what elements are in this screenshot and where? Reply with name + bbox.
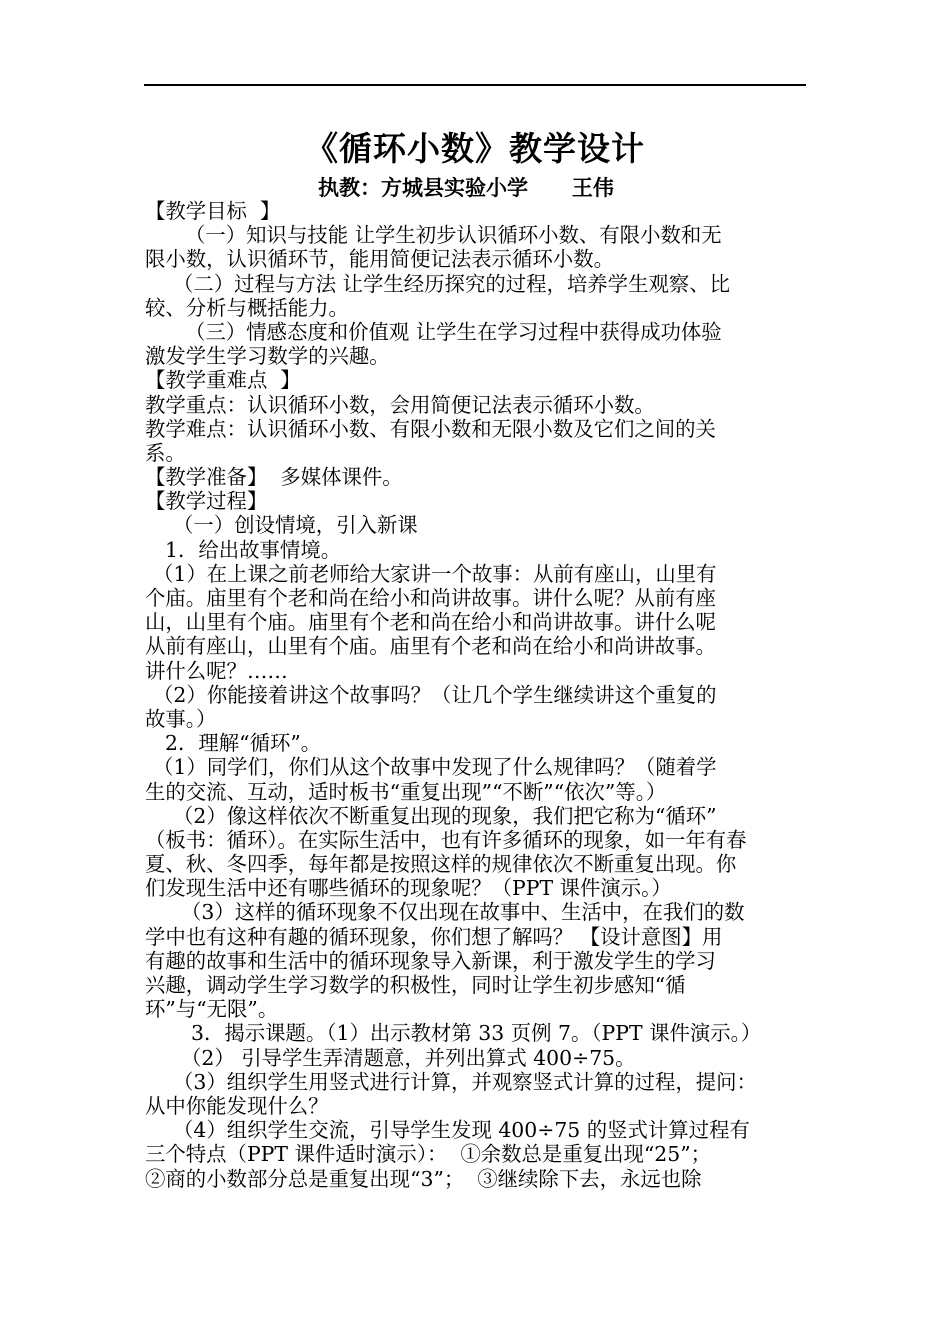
step-heading: 1．给出故事情境。 <box>165 537 342 562</box>
paragraph-line: 故事。） <box>145 706 217 731</box>
section-heading-objectives: 【教学目标 】 <box>145 199 281 223</box>
document-subtitle: 执教：方城县实验小学 王伟 <box>318 176 614 200</box>
document-title: 《循环小数》教学设计 <box>305 129 645 168</box>
paragraph-line: 兴趣，调动学生学习数学的积极性，同时让学生初步感知“循 <box>145 973 686 997</box>
paragraph-line: （2） 引导学生弄清题意，并列出算式 400÷75。 <box>181 1045 636 1070</box>
paragraph-line: （2）像这样依次不断重复出现的现象，我们把它称为“循环” <box>173 803 717 828</box>
paragraph-line: 有趣的故事和生活中的循环现象导入新课，利于激发学生的学习 <box>145 948 716 973</box>
paragraph-line: （1）在上课之前老师给大家讲一个故事：从前有座山，山里有 <box>153 561 717 586</box>
paragraph-line: （4）组织学生交流，引导学生发现 400÷75 的竖式计算过程有 <box>173 1118 750 1143</box>
paragraph-line: 们发现生活中还有哪些循环的现象呢？（PPT 课件演示。） <box>145 876 672 901</box>
paragraph-line: （一）知识与技能 让学生初步认识循环小数、有限小数和无 <box>185 223 722 248</box>
paragraph-line: 较、分析与概括能力。 <box>145 295 349 320</box>
paragraph-line: （三）情感态度和价值观 让学生在学习过程中获得成功体验 <box>185 319 722 344</box>
paragraph-line: 夏、秋、冬四季，每年都是按照这样的规律依次不断重复出现。你 <box>145 852 737 877</box>
step-heading: 3．揭示课题。（1）出示教材第 33 页例 7。（PPT 课件演示。） <box>191 1021 762 1046</box>
paragraph-line: 个庙。庙里有个老和尚在给小和尚讲故事。讲什么呢？从前有座 <box>145 586 716 610</box>
paragraph-line: （2）你能接着讲这个故事吗？（让几个学生继续讲这个重复的 <box>153 682 717 707</box>
paragraph-line: 讲什么呢？…… <box>145 658 288 683</box>
paragraph-line: 从中你能发现什么？ <box>145 1093 329 1118</box>
step-heading: 2．理解“循环”。 <box>165 731 322 756</box>
paragraph-line: 学中也有这种有趣的循环现象，你们想了解吗？ 【设计意图】用 <box>145 924 723 949</box>
section-heading-key-points: 【教学重难点 】 <box>145 368 301 393</box>
paragraph-line: （3）这样的循环现象不仅出现在故事中、生活中，在我们的数 <box>181 900 745 925</box>
header-rule <box>144 84 806 86</box>
paragraph-line: 山，山里有个庙。庙里有个老和尚在给小和尚讲故事。讲什么呢 <box>145 610 716 635</box>
paragraph-line: 限小数，认识循环节，能用简便记法表示循环小数。 <box>145 247 614 272</box>
paragraph-line: 三个特点（PPT 课件适时演示）： ①余数总是重复出现“25”； <box>145 1142 712 1167</box>
paragraph-line: ②商的小数部分总是重复出现“3”； ③继续除下去，永远也除 <box>145 1166 702 1191</box>
paragraph-line: （1）同学们，你们从这个故事中发现了什么规律吗？（随着学 <box>153 755 717 780</box>
section-heading-preparation: 【教学准备】 多媒体课件。 <box>145 465 403 490</box>
paragraph-line: 系。 <box>145 440 186 465</box>
paragraph-line: （板书：循环）。在实际生活中，也有许多循环的现象，如一年有春 <box>145 827 747 852</box>
section-heading-process: 【教学过程】 <box>145 489 268 514</box>
paragraph-line: 生的交流、互动，适时板书“重复出现”“不断”“依次”等。） <box>145 779 667 804</box>
paragraph-line: （3）组织学生用竖式进行计算，并观察竖式计算的过程，提问： <box>173 1069 757 1094</box>
paragraph-line: 激发学生学习数学的兴趣。 <box>145 344 390 369</box>
subsection-heading: （一）创设情境，引入新课 <box>173 513 418 538</box>
paragraph-line: 环”与“无限”。 <box>145 997 279 1022</box>
paragraph-line: （二）过程与方法 让学生经历探究的过程，培养学生观察、比 <box>173 271 731 296</box>
paragraph-line: 教学难点：认识循环小数、有限小数和无限小数及它们之间的关 <box>145 416 716 441</box>
paragraph-line: 教学重点：认识循环小数，会用简便记法表示循环小数。 <box>145 392 655 417</box>
paragraph-line: 从前有座山，山里有个庙。庙里有个老和尚在给小和尚讲故事。 <box>145 634 716 659</box>
document-body <box>145 199 810 1191</box>
